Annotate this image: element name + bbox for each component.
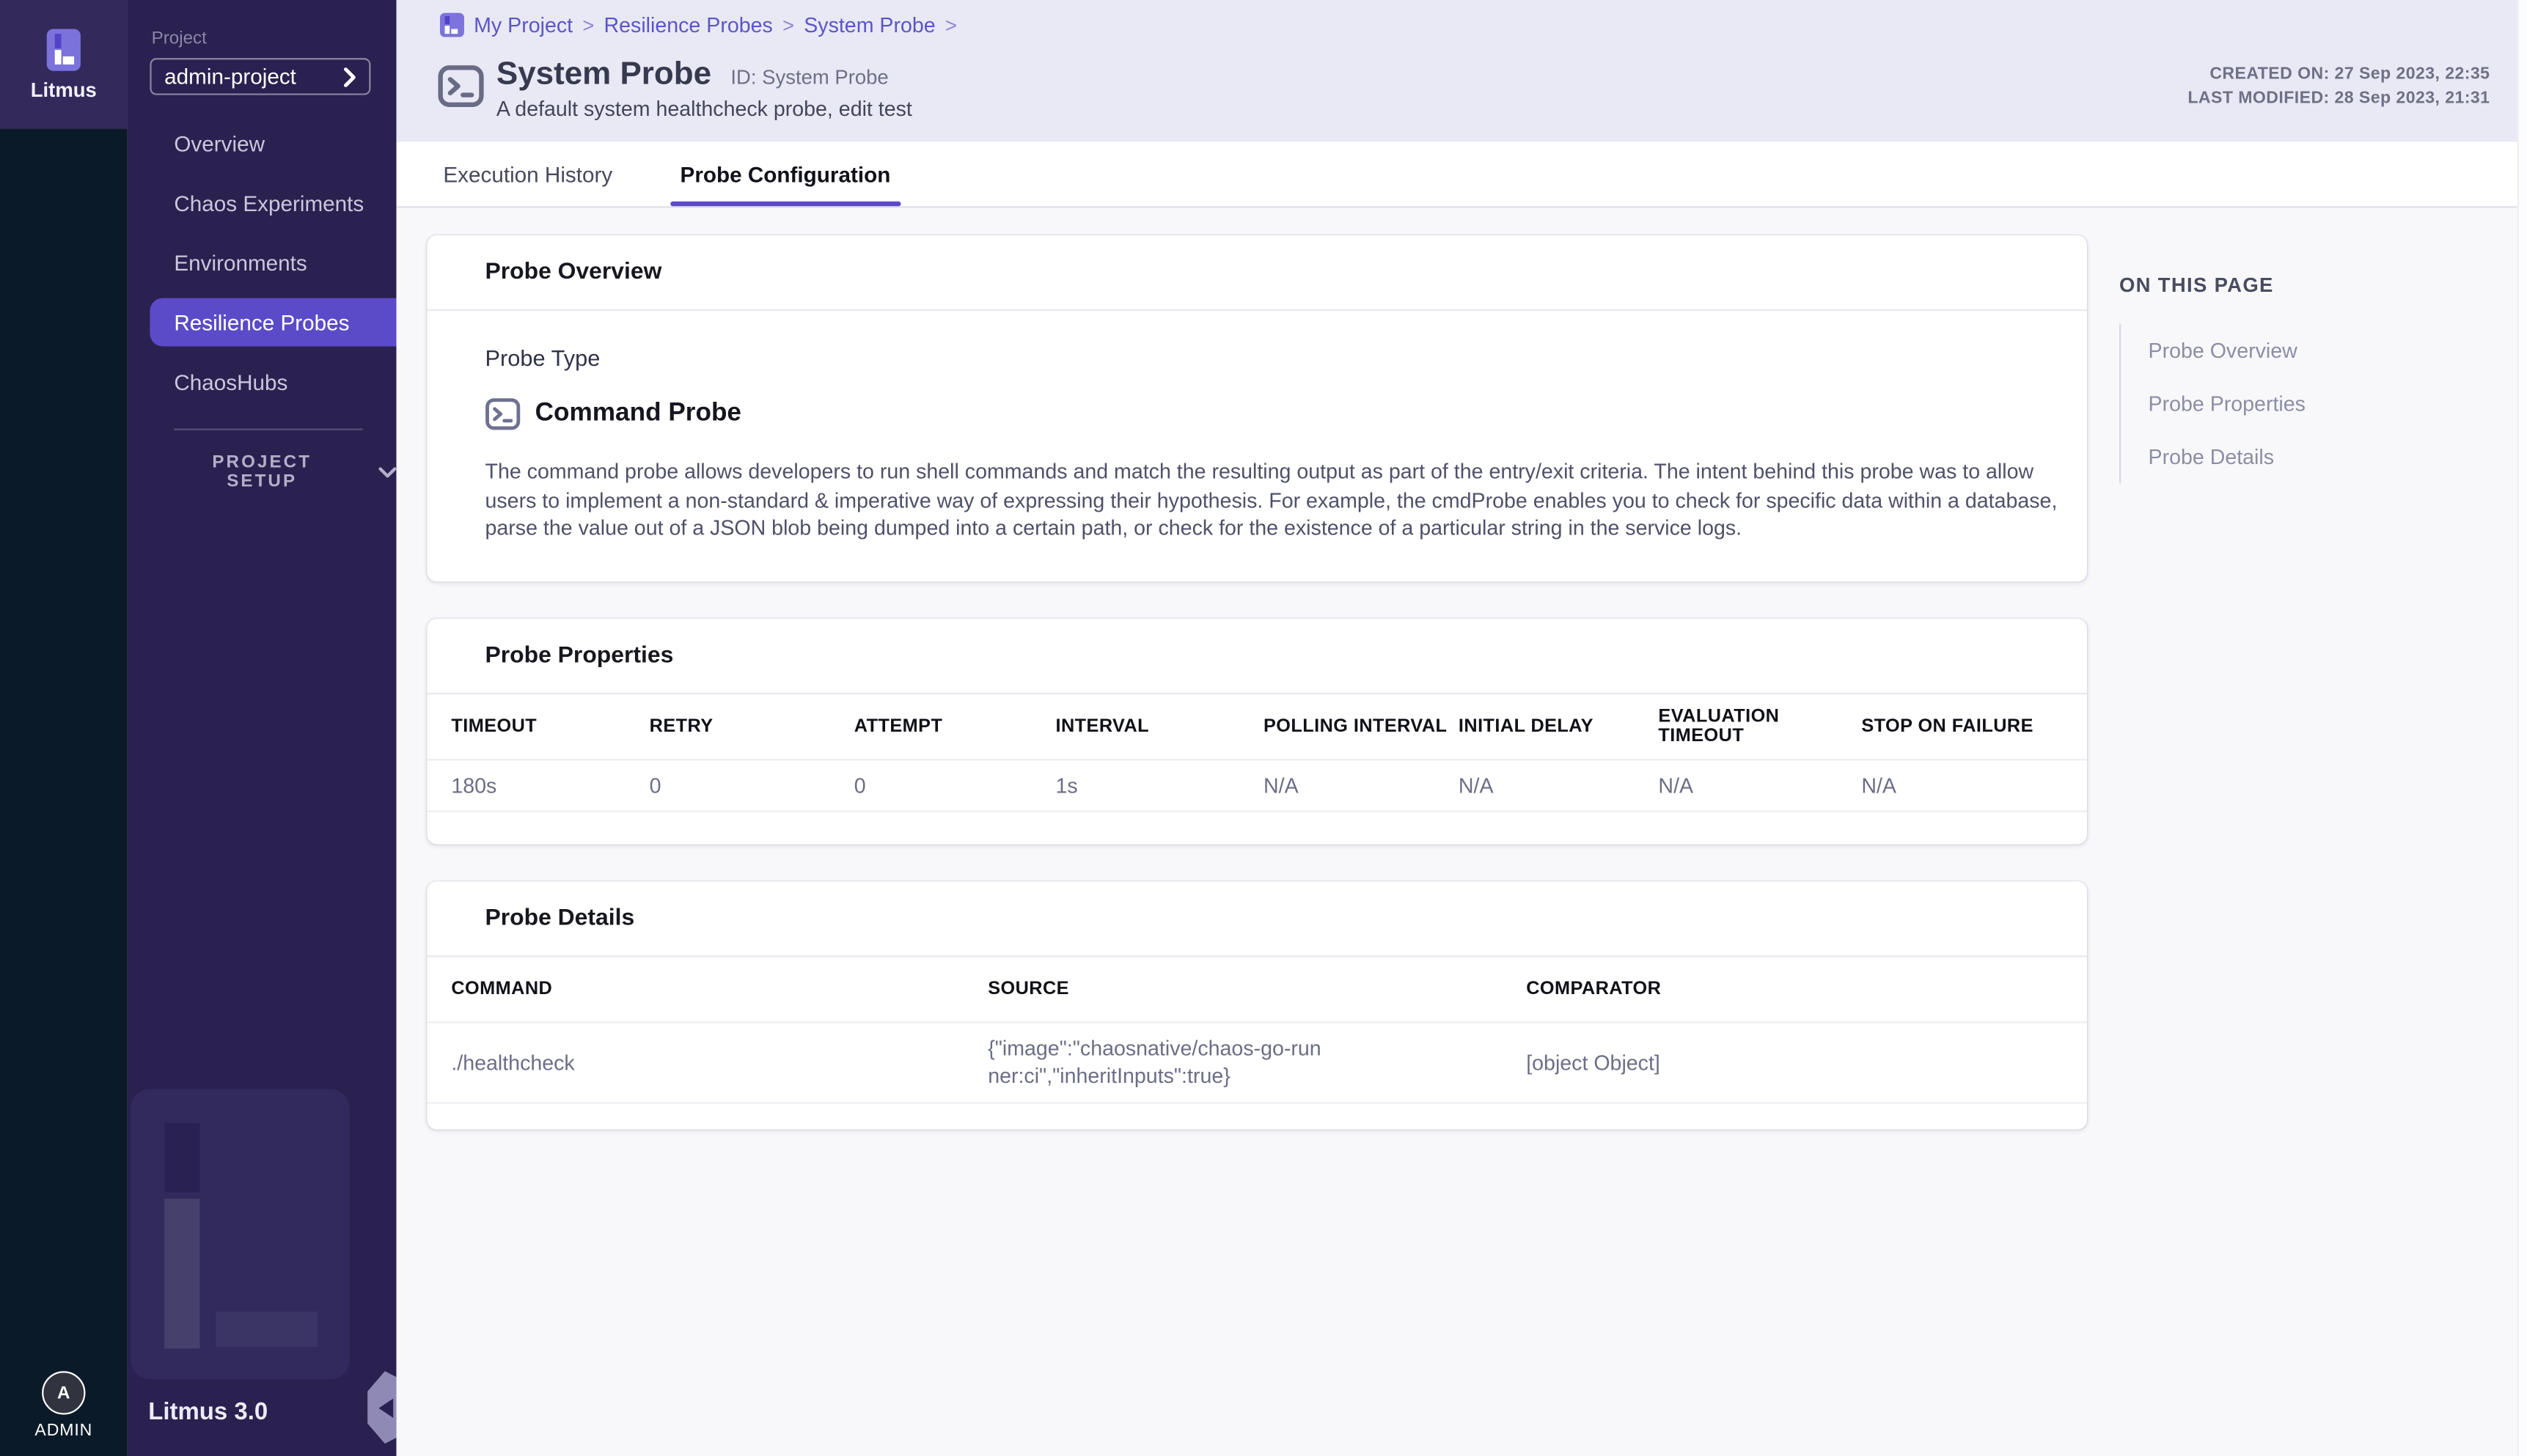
- scrollbar[interactable]: [2517, 0, 2527, 1456]
- breadcrumb-link-resilience-probes[interactable]: Resilience Probes: [604, 12, 773, 37]
- breadcrumb-link-my-project[interactable]: My Project: [474, 12, 573, 37]
- breadcrumb-logo-icon: [440, 13, 464, 37]
- column-header: COMPARATOR: [1526, 979, 1662, 999]
- timestamps: [2187, 63, 2490, 110]
- avatar-initial: A: [57, 1383, 70, 1403]
- terminal-icon: [437, 63, 485, 110]
- retry-value: 0: [649, 773, 661, 798]
- card-title: Probe Overview: [427, 235, 2087, 311]
- sidebar: [128, 0, 397, 1456]
- project-setup-label: PROJECT SETUP: [212, 452, 312, 492]
- last-modified: LAST MODIFIED: 28 Sep 2023, 21:31: [2187, 87, 2490, 108]
- tab-label: Probe Configuration: [680, 161, 891, 186]
- breadcrumb-separator: >: [582, 13, 595, 37]
- project-selector-value: admin-project: [164, 64, 296, 89]
- chevron-right-icon: [343, 67, 356, 86]
- card-title: Probe Details: [427, 881, 2087, 957]
- created-on: CREATED ON: 27 Sep 2023, 22:35: [2209, 64, 2490, 84]
- column-header: INTERVAL: [1055, 716, 1150, 737]
- nav-rail: [0, 0, 128, 1456]
- app-version: Litmus 3.0: [148, 1398, 268, 1426]
- column-header: ATTEMPT: [854, 716, 943, 737]
- page-header: [397, 0, 2527, 141]
- probe-properties-card: [427, 619, 2087, 845]
- source-value: {"image":"chaosnative/chaos-go-runner:ci","inheritInputs":true}: [988, 1036, 1321, 1087]
- column-header: EVALUATION TIMEOUT: [1658, 707, 1780, 746]
- command-value: ./healthcheck: [451, 1050, 575, 1075]
- table-header-row: [427, 694, 2087, 760]
- stop-on-failure-value: N/A: [1861, 773, 1896, 798]
- tab-content: [397, 208, 2527, 1456]
- sidebar-item-label: Resilience Probes: [174, 310, 350, 335]
- avatar[interactable]: [42, 1371, 85, 1414]
- comparator-value: [object Object]: [1526, 1050, 1660, 1075]
- breadcrumb: [440, 13, 957, 37]
- probe-overview-card: [427, 235, 2087, 582]
- user-block: [0, 1371, 128, 1441]
- breadcrumb-separator: >: [945, 13, 957, 37]
- column-header: SOURCE: [988, 979, 1069, 999]
- column-header: POLLING INTERVAL: [1263, 716, 1448, 737]
- on-this-page-list: [2119, 324, 2490, 484]
- terminal-icon: [485, 397, 521, 432]
- litmus-watermark-icon: [131, 1089, 350, 1380]
- project-label: Project: [151, 29, 207, 48]
- probe-id: ID: System Probe: [730, 66, 889, 89]
- project-setup-toggle[interactable]: [128, 452, 397, 492]
- on-page-link-probe-properties[interactable]: Probe Properties: [2148, 391, 2306, 416]
- table-footer-strip: [427, 812, 2087, 845]
- column-header: INITIAL DELAY: [1458, 716, 1594, 737]
- sidebar-item-label: Overview: [174, 131, 265, 156]
- sidebar-item-label: ChaosHubs: [174, 369, 288, 394]
- litmus-logo-icon: [47, 28, 81, 70]
- sidebar-item-label: Chaos Experiments: [174, 191, 364, 216]
- brand-name: Litmus: [30, 78, 97, 101]
- sidebar-item-label: Environments: [174, 250, 307, 275]
- timeout-value: 180s: [451, 773, 497, 798]
- column-header: COMMAND: [451, 979, 553, 999]
- probe-type-label: Probe Type: [485, 345, 601, 371]
- sidebar-divider: [174, 429, 362, 430]
- breadcrumb-separator: >: [782, 13, 795, 37]
- evaluation-timeout-value: N/A: [1658, 773, 1694, 798]
- page-title: System Probe: [496, 56, 712, 92]
- home-brand-button[interactable]: [0, 0, 128, 129]
- attempt-value: 0: [854, 773, 866, 798]
- column-header: STOP ON FAILURE: [1861, 716, 2033, 737]
- active-tab-underline: [670, 201, 900, 207]
- interval-value: 1s: [1055, 773, 1078, 798]
- column-header: TIMEOUT: [451, 716, 538, 737]
- table-footer-strip: [427, 1103, 2087, 1129]
- collapse-arrow-icon: [378, 1398, 393, 1417]
- card-title: Probe Properties: [427, 619, 2087, 694]
- table-row: [427, 1023, 2087, 1104]
- tab-execution-history[interactable]: [443, 141, 612, 206]
- on-page-link-probe-details[interactable]: Probe Details: [2148, 444, 2275, 469]
- chevron-down-icon: [379, 466, 397, 477]
- column-header: RETRY: [649, 716, 714, 737]
- probe-type-description: The command probe allows developers to run shell commands and match the resulting output as part of the entry/exit criteria. The intent behind this probe was to allow users to implement a non-standard & imperative way of expressing their hypothesis. For example, the cmdProbe enables you to check for specific data within a database, parse the value out of a JSON blob being dumped into a certain path, or check for the existence of a particular string in the service logs.: [485, 459, 2058, 540]
- breadcrumb-link-system-probe[interactable]: System Probe: [804, 12, 936, 37]
- tab-probe-configuration[interactable]: [681, 141, 891, 206]
- probe-type-name: Command Probe: [535, 400, 741, 427]
- on-page-link-probe-overview[interactable]: Probe Overview: [2148, 338, 2297, 363]
- main-area: [397, 0, 2527, 1456]
- user-label: ADMIN: [34, 1421, 93, 1441]
- probe-description: A default system healthcheck probe, edit test: [496, 96, 912, 121]
- tab-label: Execution History: [443, 161, 613, 186]
- cards-column: [427, 208, 2087, 1130]
- table-row: [427, 760, 2087, 812]
- project-selector[interactable]: [150, 58, 370, 95]
- on-this-page-title: ON THIS PAGE: [2119, 273, 2274, 297]
- tabbar: [397, 141, 2527, 207]
- polling-interval-value: N/A: [1263, 773, 1299, 798]
- initial-delay-value: N/A: [1458, 773, 1494, 798]
- on-this-page-nav: [2119, 274, 2490, 484]
- probe-details-card: [427, 881, 2087, 1129]
- table-header-row: [427, 957, 2087, 1023]
